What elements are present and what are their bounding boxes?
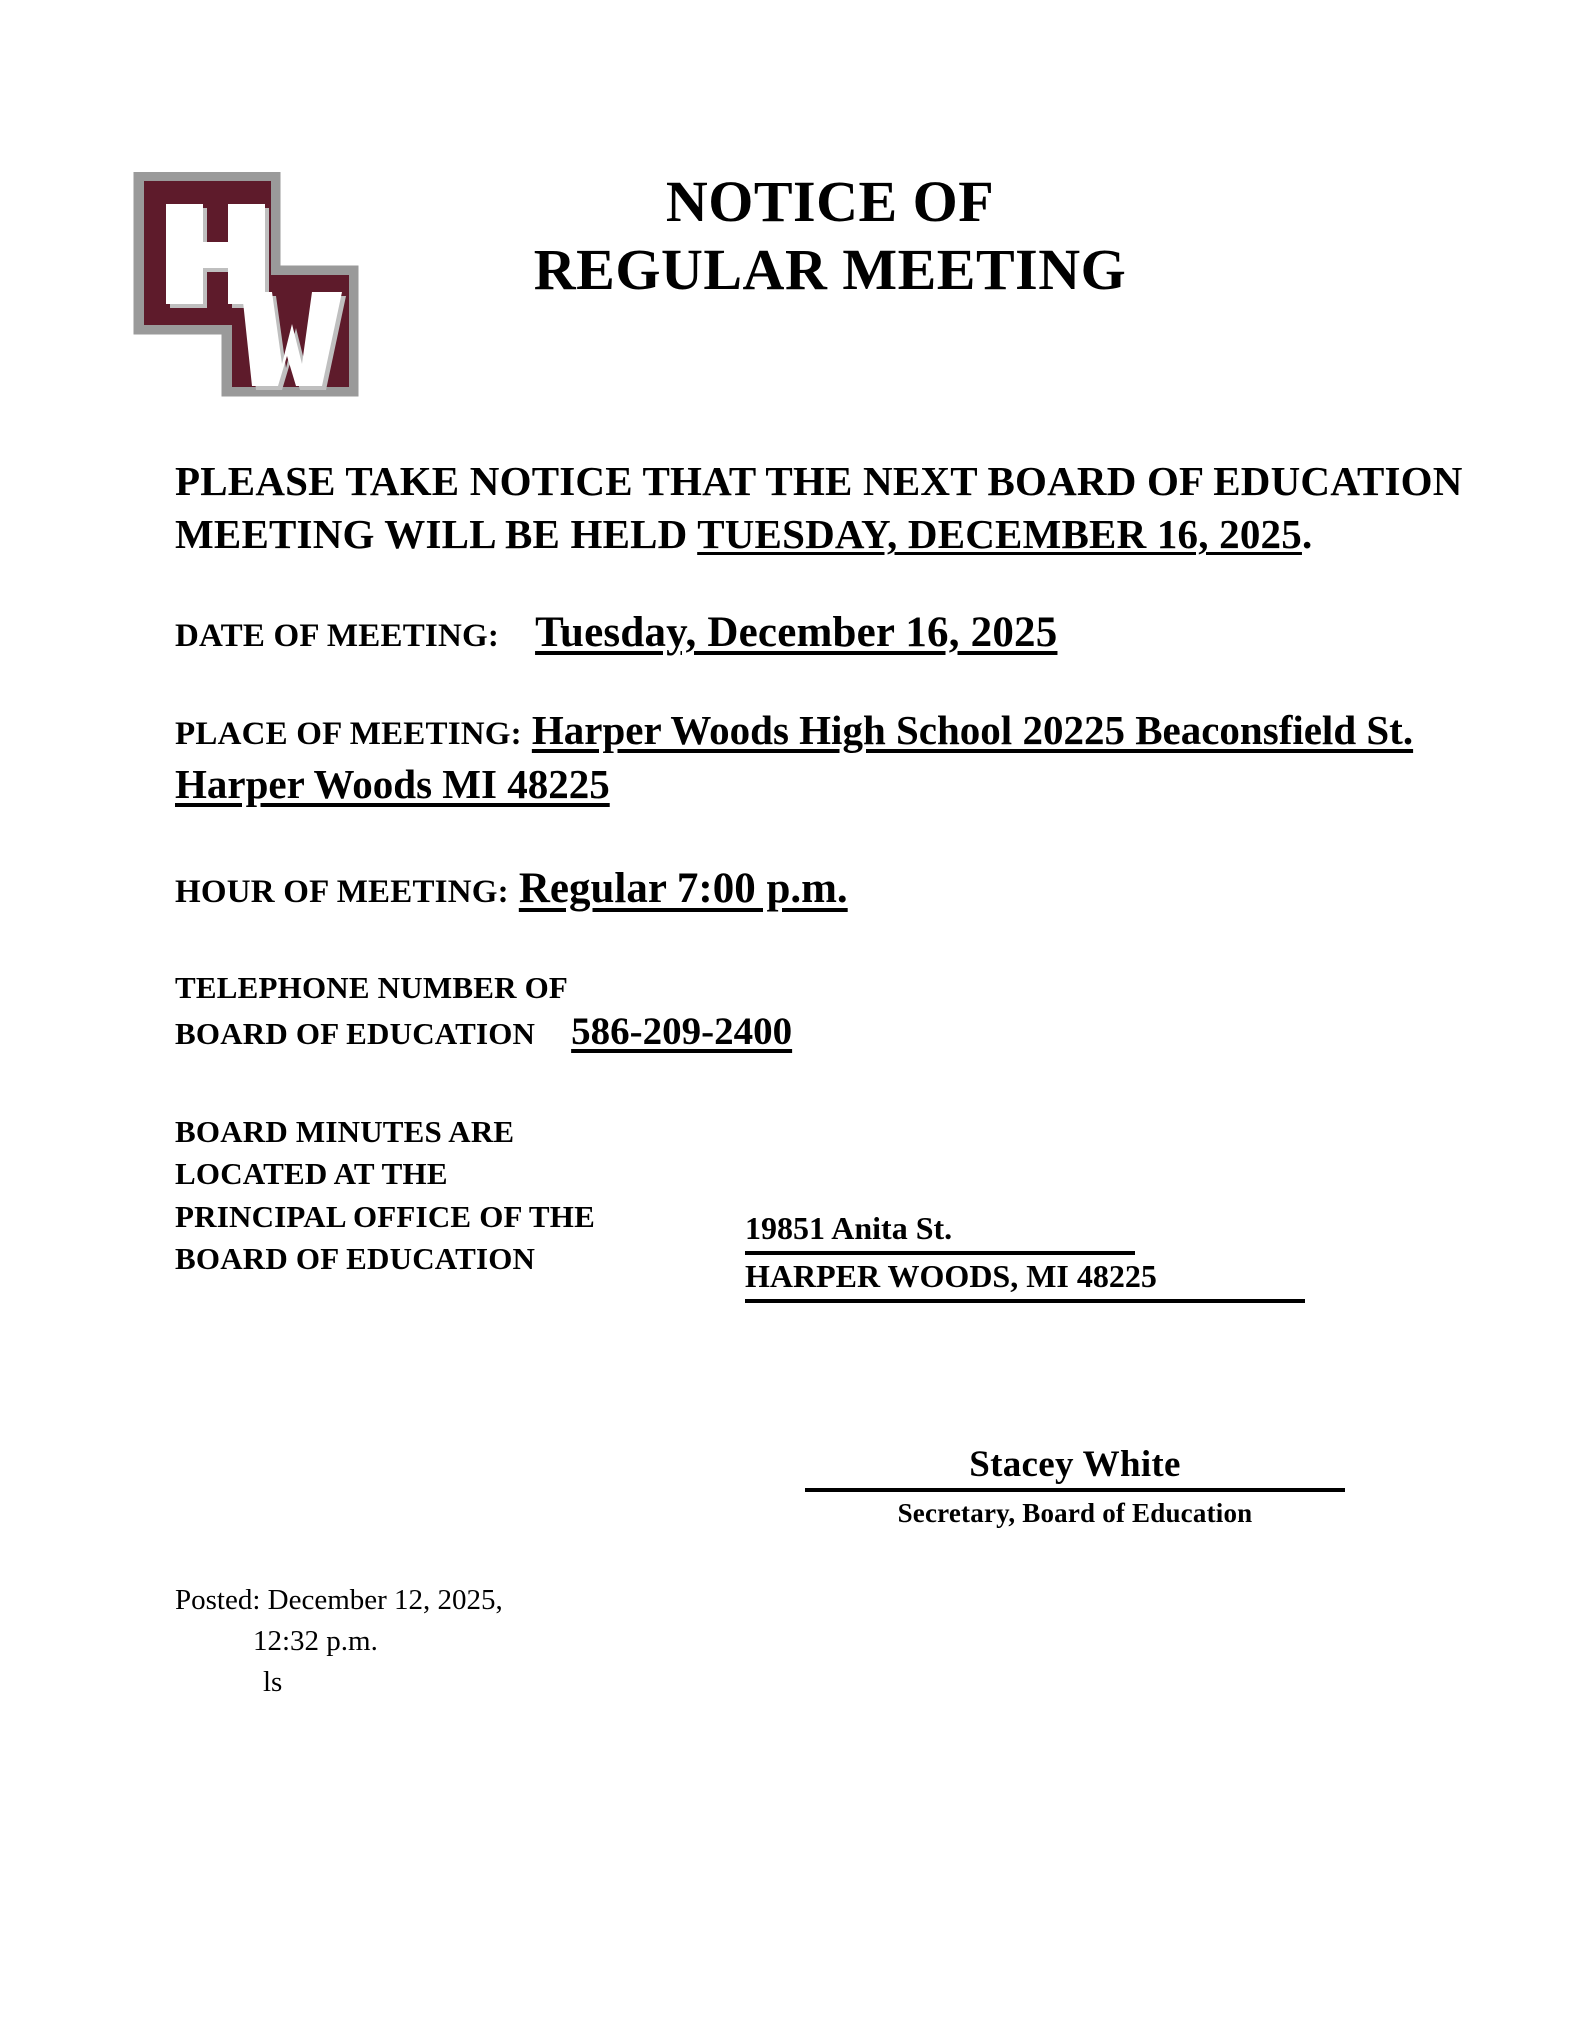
board-minutes-address-line-1: 19851 Anita St.	[745, 1207, 1135, 1255]
date-of-meeting-value: Tuesday, December 16, 2025	[535, 608, 1058, 656]
hour-of-meeting-label: HOUR OF MEETING:	[175, 873, 509, 910]
telephone-number-value: 586-209-2400	[571, 1009, 793, 1053]
board-minutes-address-line-2: HARPER WOODS, MI 48225	[745, 1255, 1305, 1303]
notice-statement	[175, 455, 1505, 562]
notice-statement-part2: .	[1301, 511, 1313, 558]
signature-block	[805, 1443, 1365, 1529]
board-minutes-label-line-3: PRINCIPAL OFFICE OF THE	[175, 1198, 595, 1234]
date-of-meeting-field	[175, 608, 1505, 657]
board-minutes-field	[175, 1111, 1505, 1301]
place-of-meeting-label: PLACE OF MEETING:	[175, 715, 522, 752]
hour-of-meeting-value: Regular 7:00 p.m.	[518, 864, 848, 912]
board-minutes-address	[745, 1207, 1345, 1303]
title-line-1: NOTICE OF	[665, 169, 995, 234]
place-of-meeting-value: Harper Woods High School 20225 Beaconsfield St. Harper Woods MI 48225	[175, 706, 1414, 808]
posted-initials: ls	[263, 1666, 283, 1699]
board-minutes-label-line-2: LOCATED AT THE	[175, 1156, 448, 1192]
hour-of-meeting-field	[175, 864, 1505, 913]
harper-woods-hw-logo-icon	[128, 172, 363, 400]
posted-time: 12:32 p.m.	[253, 1625, 378, 1658]
document-body	[175, 455, 1505, 1301]
document-header	[0, 0, 1576, 420]
board-minutes-label-line-4: BOARD OF EDUCATION	[175, 1241, 536, 1277]
date-of-meeting-label: DATE OF MEETING:	[175, 617, 500, 654]
notice-statement-part1: PLEASE TAKE NOTICE THAT THE NEXT BOARD OF EDUCATION MEETING WILL BE HELD	[175, 458, 1463, 558]
signature-line	[805, 1443, 1345, 1492]
telephone-label-line-1: TELEPHONE NUMBER OF	[175, 969, 569, 1005]
title-line-2: REGULAR MEETING	[533, 236, 1127, 302]
telephone-field	[175, 967, 1505, 1055]
posted-footer	[175, 1580, 503, 1704]
notice-statement-date-underlined: TUESDAY, DECEMBER 16, 2025	[697, 511, 1302, 558]
signature-title: Secretary, Board of Education	[897, 1498, 1253, 1528]
page-title	[380, 168, 1280, 304]
signature-name: Stacey White	[969, 1444, 1181, 1485]
place-of-meeting-field	[175, 703, 1505, 812]
posted-date: Posted: December 12, 2025,	[175, 1584, 503, 1616]
telephone-label-line-2: BOARD OF EDUCATION	[175, 1015, 536, 1051]
board-minutes-label-line-1: BOARD MINUTES ARE	[175, 1113, 515, 1149]
